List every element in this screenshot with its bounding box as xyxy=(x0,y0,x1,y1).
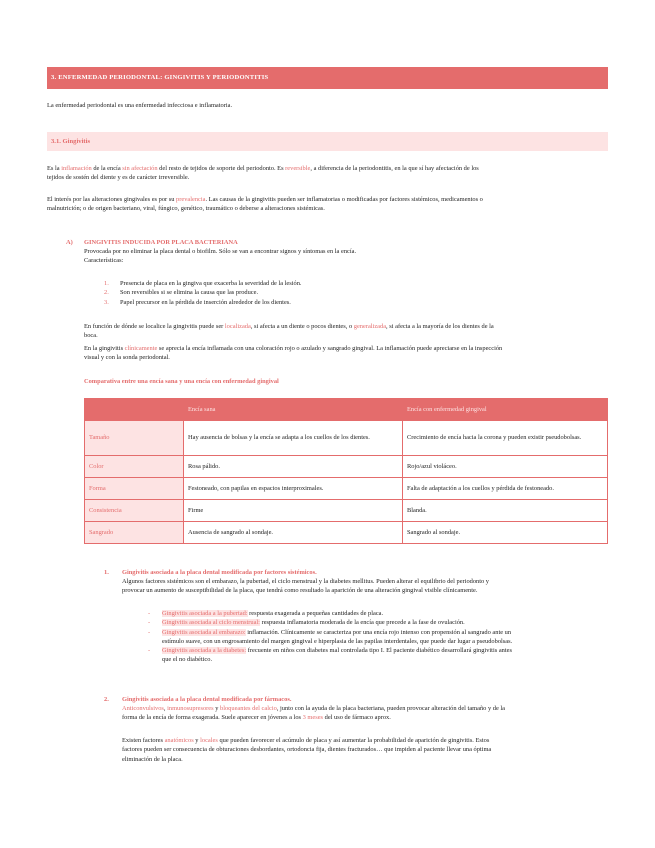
section-a-title: GINGIVITIS INDUCIDA POR PLACA BACTERIANA xyxy=(84,239,238,246)
table-cell: Rojo/azul violáceo. xyxy=(403,456,608,478)
subsection-header xyxy=(47,132,608,151)
table-cell: Sangrado al sondaje. xyxy=(403,522,608,544)
table-cell: Hay ausencia de bolsas y la encía se adapta a los cuellos de los dientes. xyxy=(184,421,403,456)
comparison-table xyxy=(84,398,608,544)
list-item: - Gingivitis asociada a la diabetes: frecuente en niños con diabetes mal controlada tipo I. El paciente diabético desarrollará gingivitis antes que el no diabético. xyxy=(148,647,512,664)
table-row xyxy=(85,421,608,456)
table-header-cell: Encía con enfermedad gingival xyxy=(403,399,608,421)
table-header-cell: Encía sana xyxy=(184,399,403,421)
row-label: Color xyxy=(85,456,184,478)
table-row xyxy=(85,456,608,478)
list-item: 2. Son reversibles si se elimina la causa que las produce. xyxy=(104,289,259,297)
table-row xyxy=(85,478,608,500)
table-row xyxy=(85,500,608,522)
row-label: Consistencia xyxy=(85,500,184,522)
subsection-title: 3.1. Gingivitis xyxy=(51,138,91,145)
section-a-line2: Características: xyxy=(84,257,124,264)
comparison-title: Comparativa entre una encía sana y una encía con enfermedad gingival xyxy=(84,378,279,385)
table-cell: Festoneado, con papilas en espacios interproximales. xyxy=(184,478,403,500)
table-cell: Ausencia de sangrado al sondaje. xyxy=(184,522,403,544)
item2-paragraph: Anticonvulsivos, inmunosupresores y bloqueantes del calcio, junto con la ayuda de la placa bacteriana, pueden provocar alteración del tamaño y de la forma de la encía de forma exagerada. Suele aparecer en jóvenes a los 3 meses del uso de fármaco aprox. xyxy=(122,705,505,722)
item2-number: 2. xyxy=(104,696,109,703)
table-row xyxy=(85,522,608,544)
row-label: Tamaño xyxy=(85,421,184,456)
interest-paragraph: El interés por las alteraciones gingivales es por su prevalencia. Las causas de la gingivitis pueden ser inflamatorias o modificadas por factores sistémicos, medicamentos o malnutrición; o de origen bacteriano, viral, fúngico, genético, traumático o deberse a alteraciones sistémicas. xyxy=(47,196,483,213)
list-item: 1. Presencia de placa en la gingiva que exacerba la severidad de la lesión. xyxy=(104,280,302,287)
table-cell: Rosa pálido. xyxy=(184,456,403,478)
item1-title: Gingivitis asociada a la placa dental modificada por factores sistémicos. xyxy=(122,569,317,576)
table-cell: Crecimiento de encía hacia la corona y pueden existir pseudobolsas. xyxy=(403,421,608,456)
item1-number: 1. xyxy=(104,569,109,576)
section-a-line1: Provocada por no eliminar la placa dental o biofilm. Sólo se van a encontrar signos y síntomas en la encía. xyxy=(84,248,357,255)
row-label: Forma xyxy=(85,478,184,500)
item1-paragraph: Algunos factores sistémicos son el embarazo, la pubertad, el ciclo menstrual y la diabetes mellitus. Pueden alterar el equilibrio del periodonto y provocar un aumento de susceptibilidad de la placa, que tendrá como resultado la aparición de una alteración gingival visible clínicamente. xyxy=(122,578,489,595)
table-header-cell xyxy=(85,399,184,421)
list-item: - Gingivitis asociada al ciclo menstrual: respuesta inflamatoria moderada de la encía que precede a la fase de ovulación. xyxy=(148,619,465,627)
intro-paragraph: La enfermedad periodontal es una enfermedad infecciosa e inflamatoria. xyxy=(47,102,233,109)
characteristics-list xyxy=(104,279,604,307)
section-title: 3. ENFERMEDAD PERIODONTAL: GINGIVITIS Y PERIODONTITIS xyxy=(51,74,269,81)
clinical-paragraph: En la gingivitis clínicamente se aprecia la encía inflamada con una coloración rojo o azulado y sangrado gingival. La inflamación puede apreciarse en la inspección visual y con la sonda periodontal. xyxy=(84,345,503,362)
row-label: Sangrado xyxy=(85,522,184,544)
list-item: 3. Papel precursor en la pérdida de inserción alrededor de los dientes. xyxy=(104,298,291,306)
item2-title: Gingivitis asociada a la placa dental modificada por fármacos. xyxy=(122,696,292,703)
section-a-letter-mark: A) xyxy=(66,239,73,246)
location-paragraph: En función de dónde se localice la gingivitis puede ser localizada, si afecta a un diente o pocos dientes, o generalizada, si afecta a la mayoría de los dientes de la boca. xyxy=(84,323,494,340)
table-cell: Blanda. xyxy=(403,500,608,522)
table-cell: Falta de adaptación a los cuellos y pérdida de festoneado. xyxy=(403,478,608,500)
item1-bullets xyxy=(148,609,608,665)
list-item: - Gingivitis asociada a la pubertad: respuesta exagerada a pequeñas cantidades de placa. xyxy=(148,610,384,617)
section-header xyxy=(47,67,608,89)
definition-paragraph: Es la inflamación de la encía sin afectación del resto de tejidos de soporte del periodonto. Es reversible, a diferencia de la periodontitis, en la que sí hay afectación de los tejidos de sostén del diente y es de carácter irreversible. xyxy=(47,165,479,182)
list-item: - Gingivitis asociada al embarazo: inflamación. Clínicamente se caracteriza por una encía rojo intenso con propensión al sangrado ante un estímulo suave, con un engrosamiento del margen gingival e hiperplasia de las papilas interdentales, que puede dar lugar a pseudobolsas. xyxy=(148,628,513,645)
table-header-row xyxy=(85,399,608,421)
item2-paragraph-2: Existen factores anatómicos y locales que pueden favorecer el acúmulo de placa y así aumentar la probabilidad de aparición de gingivitis. Estos factores pueden ser consecuencia de obturaciones desbordantes, ortodoncia fija, dientes fracturados… que impiden al paciente llevar una óptima eliminación de la placa. xyxy=(122,737,492,763)
table-cell: Firme xyxy=(184,500,403,522)
